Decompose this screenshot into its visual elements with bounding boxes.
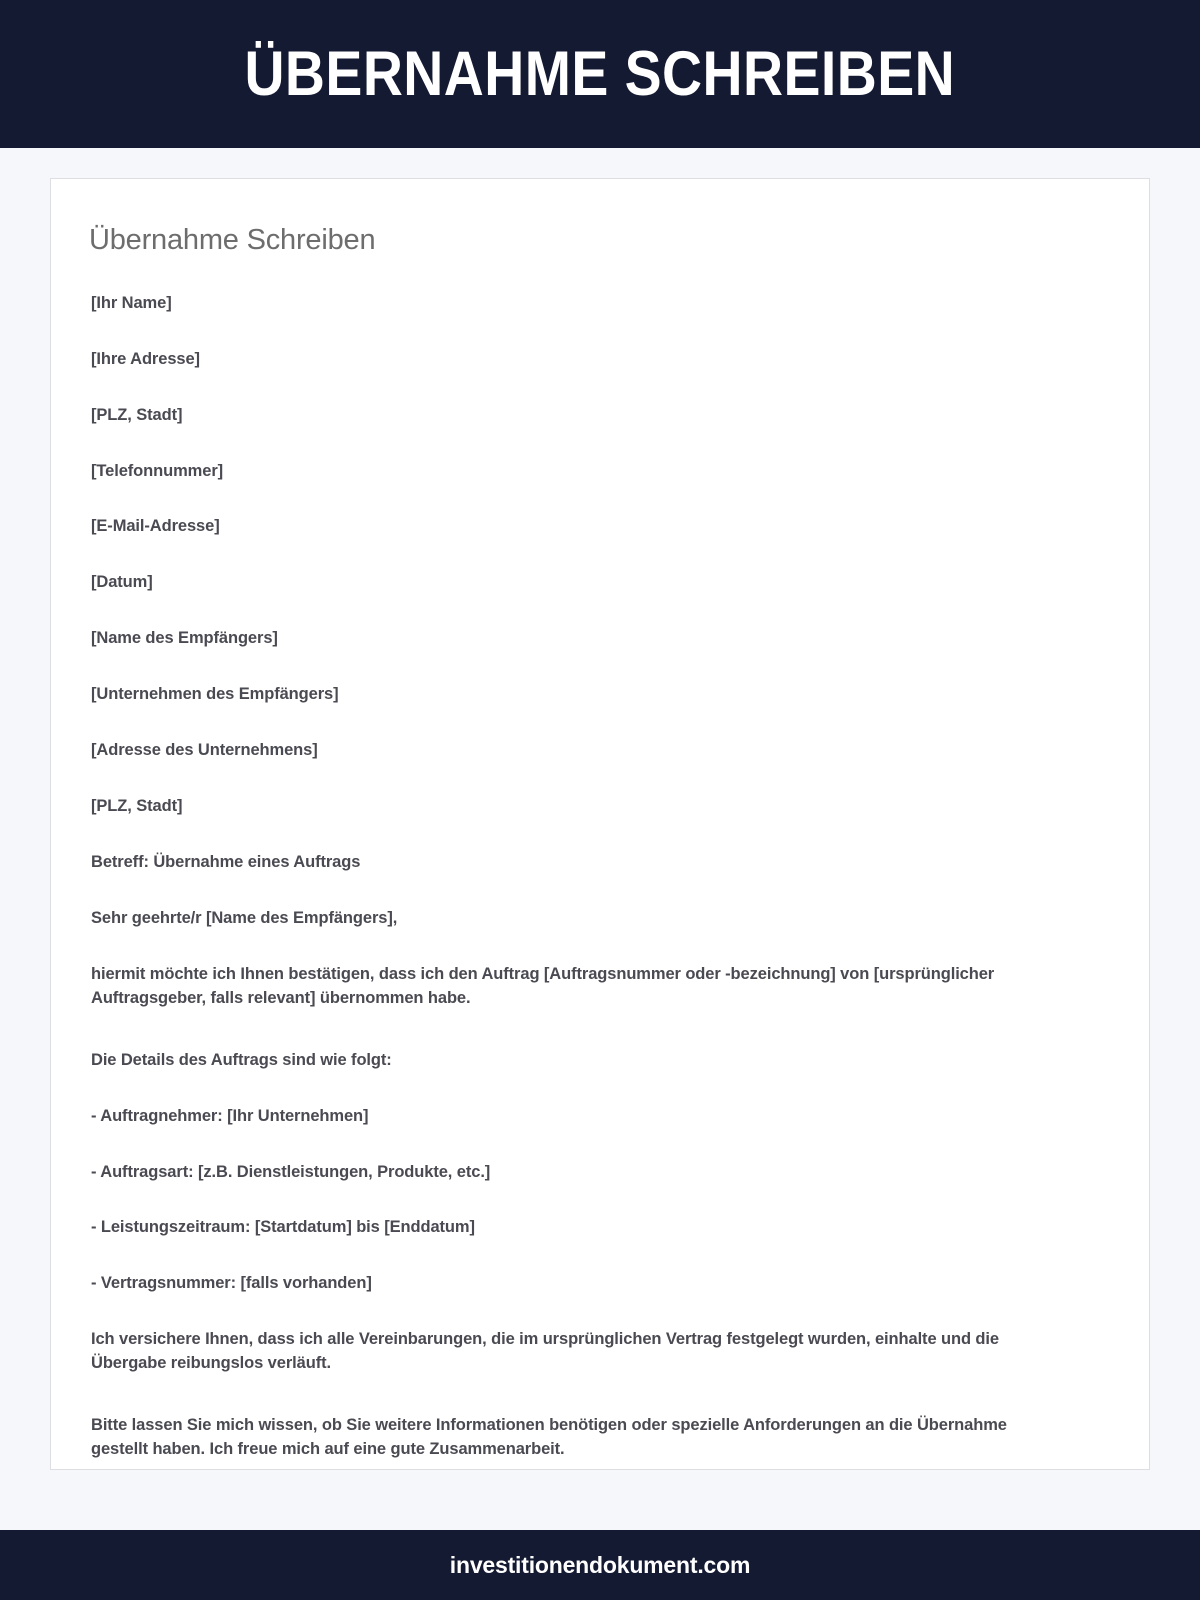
sender-city: [PLZ, Stadt] (91, 405, 183, 424)
letter-card (50, 178, 1150, 1470)
sender-phone: [Telefonnummer] (91, 461, 224, 480)
footer-site-name: investitionendokument.com (449, 1551, 751, 1578)
letter-date: [Datum] (91, 573, 153, 592)
letter-subject: Betreff: Übernahme eines Auftrags (91, 853, 361, 872)
sender-name: [Ihr Name] (91, 293, 172, 312)
recipient-name: [Name des Empfängers] (91, 629, 278, 648)
details-intro: Die Details des Auftrags sind wie folgt: (91, 1050, 392, 1069)
recipient-company: [Unternehmen des Empfängers] (91, 685, 339, 704)
assurance-paragraph: Ich versichere Ihnen, dass ich alle Vereinbarungen, die im ursprünglichen Vertrag festgelegt wurden, einhalte und die Übergabe reibungslos verläuft. (91, 1330, 999, 1373)
detail-item-leistungszeitraum: - Leistungszeitraum: [Startdatum] bis [Enddatum] (91, 1218, 475, 1237)
recipient-city: [PLZ, Stadt] (91, 797, 183, 816)
sender-email: [E-Mail-Adresse] (91, 517, 220, 536)
intro-paragraph: hiermit möchte ich Ihnen bestätigen, dass ich den Auftrag [Auftragsnummer oder -bezeichnung] von [ursprünglicher Auftragsgeber, falls relevant] übernommen habe. (91, 964, 995, 1007)
closing-paragraph: Bitte lassen Sie mich wissen, ob Sie weitere Informationen benötigen oder spezielle Anforderungen an die Übernahme gestellt haben. Ich freue mich auf eine gute Zusammenarbeit. (91, 1416, 1007, 1459)
detail-item-vertragsnummer: - Vertragsnummer: [falls vorhanden] (91, 1274, 372, 1293)
document-area (0, 148, 1200, 1530)
header-banner (0, 0, 1200, 148)
detail-item-auftragnehmer: - Auftragnehmer: [Ihr Unternehmen] (91, 1106, 369, 1125)
page-title: ÜBERNAHME SCHREIBEN (244, 38, 956, 109)
detail-item-auftragsart: - Auftragsart: [z.B. Dienstleistungen, Produkte, etc.] (91, 1162, 491, 1181)
letter-heading: Übernahme Schreiben (89, 224, 376, 256)
letter-body (89, 292, 1111, 1462)
recipient-address: [Adresse des Unternehmens] (91, 741, 318, 760)
footer-banner (0, 1530, 1200, 1600)
sender-address: [Ihre Adresse] (91, 349, 200, 368)
letter-salutation: Sehr geehrte/r [Name des Empfängers], (91, 908, 398, 927)
